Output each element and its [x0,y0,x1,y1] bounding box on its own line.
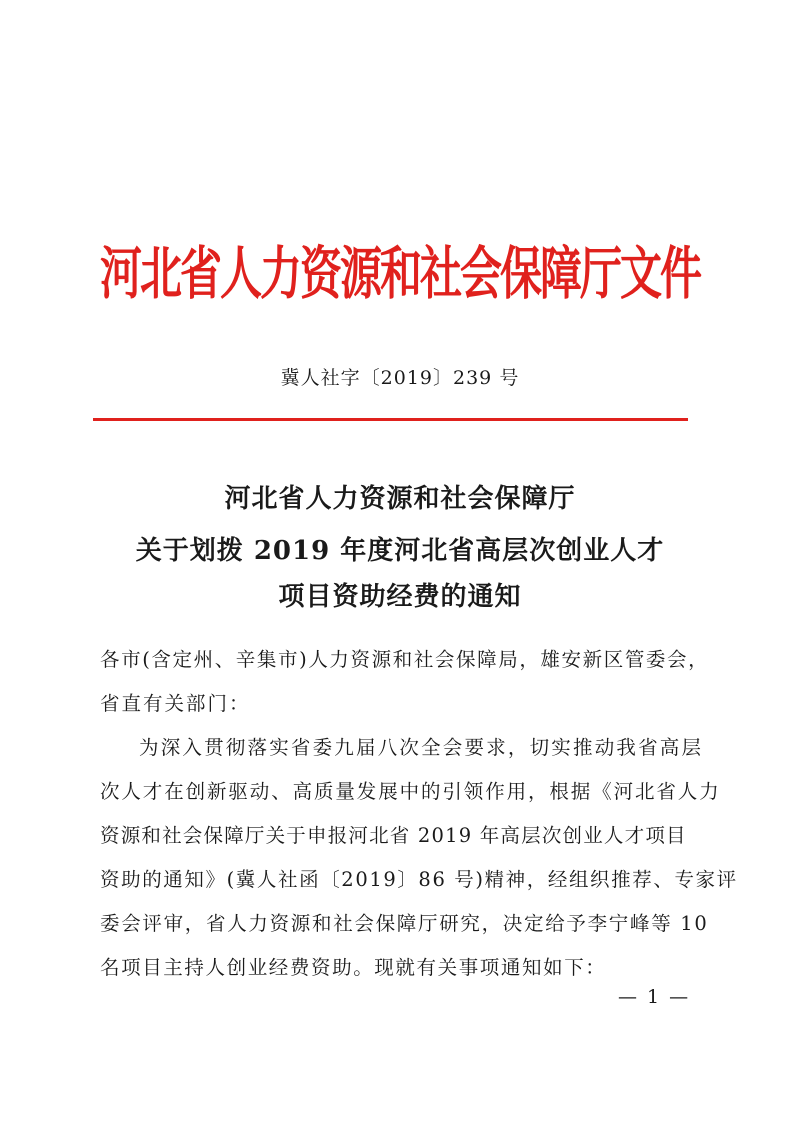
body-line-recipients: 各市(含定州、辛集市)人力资源和社会保障局，雄安新区管委会， [100,648,710,671]
body-paragraph-line: 名项目主持人创业经费资助。现就有关事项通知如下： [100,956,607,979]
page-number: — 1 — [618,986,691,1008]
notice-title-line-1: 河北省人力资源和社会保障厅 [224,484,576,514]
body-paragraph-line: 资源和社会保障厅关于申报河北省 2019 年高层次创业人才项目 [100,824,687,847]
body-paragraph-line: 委会评审，省人力资源和社会保障厅研究，决定给予李宁峰等 10 [100,912,709,935]
notice-title-line-2: 关于划拨 2019 年度河北省高层次创业人才 [135,536,665,566]
document-number: 冀人社字〔2019〕239 号 [280,367,520,389]
agency-header-title: 河北省人力资源和社会保障厅文件 [100,240,701,307]
body-paragraph-line: 资助的通知》(冀人社函〔2019〕86 号)精神，经组织推荐、专家评 [100,868,738,891]
body-line-recipients-cont: 省直有关部门： [100,692,251,715]
body-paragraph-line: 次人才在创新驱动、高质量发展中的引领作用，根据《河北省人力 [100,780,721,803]
notice-title-line-3: 项目资助经费的通知 [278,582,522,612]
header-red-divider [93,418,688,421]
body-paragraph-line: 为深入贯彻落实省委九届八次全会要求，切实推动我省高层 [139,736,704,759]
